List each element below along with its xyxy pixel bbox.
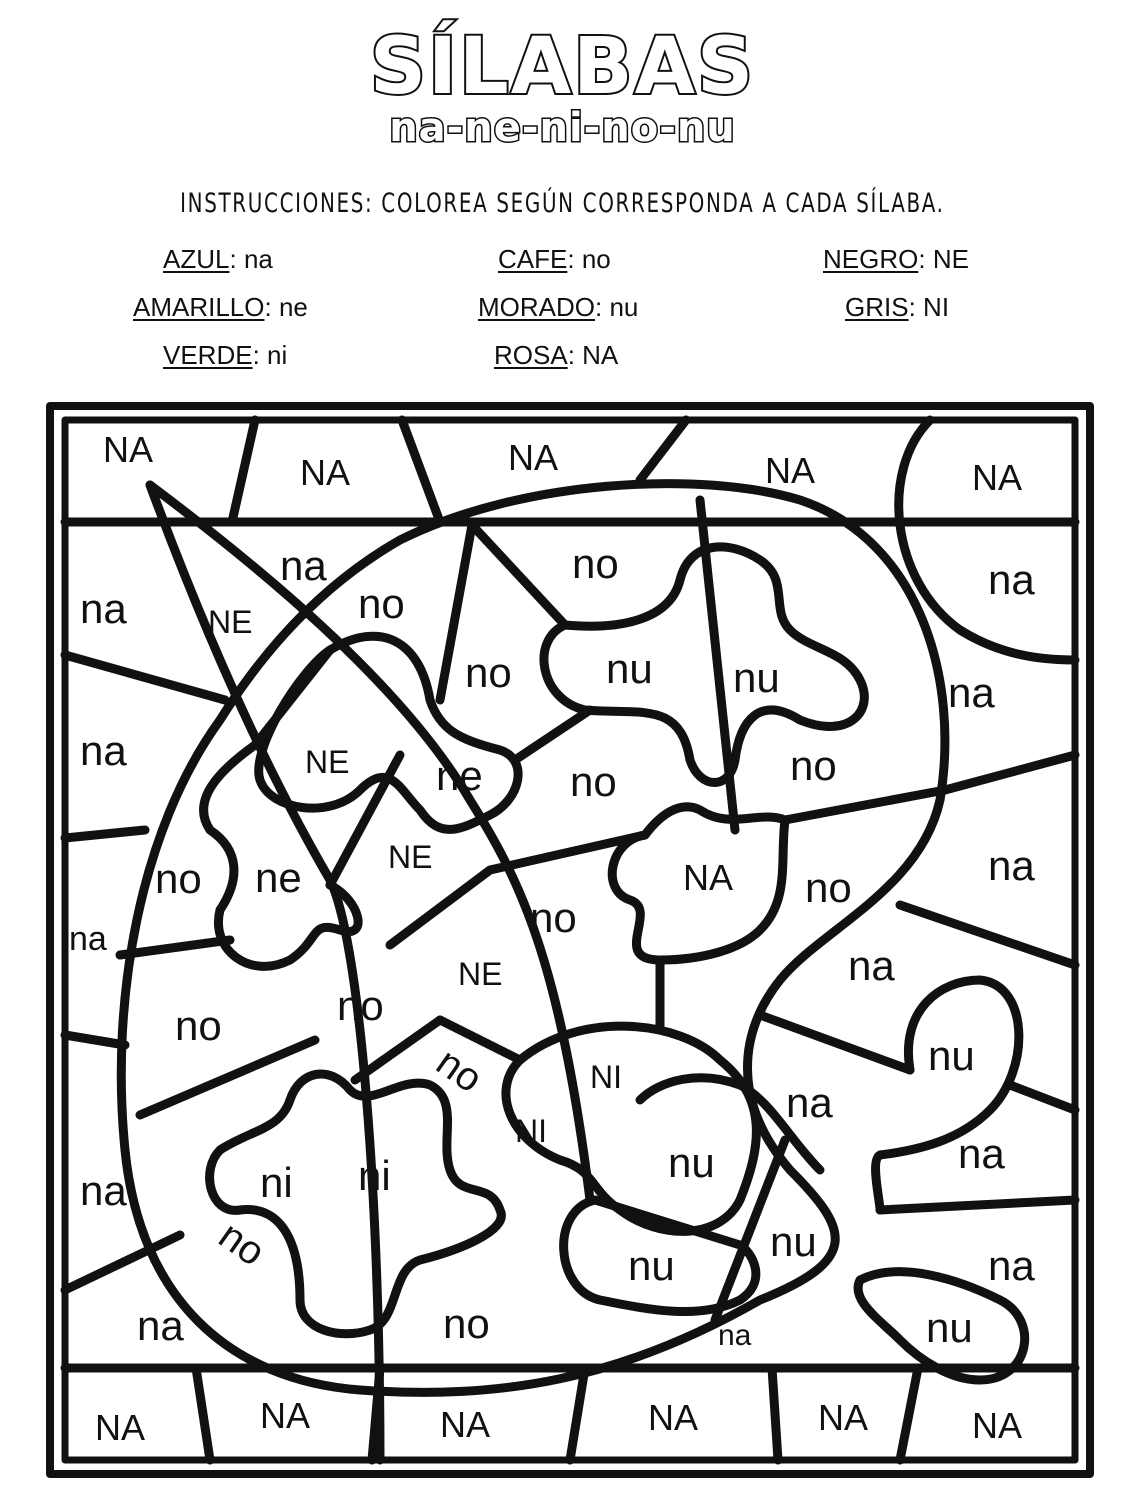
region-label: NE (458, 956, 503, 992)
region-label: no (805, 864, 852, 911)
region-label: NA (103, 429, 154, 470)
legend-color-name: ROSA (494, 340, 568, 370)
legend-separator: : (229, 244, 237, 274)
region-label: ne (436, 752, 483, 799)
region-label: ne (255, 854, 302, 901)
legend-separator: : (252, 340, 260, 370)
legend-color-name: AMARILLO (133, 292, 265, 322)
region-label: na (137, 1302, 184, 1349)
region-label: na (948, 669, 995, 716)
region-label: NE (208, 604, 253, 640)
legend-color-name: NEGRO (823, 244, 919, 274)
region-label: na (80, 727, 127, 774)
region-label: nu (628, 1242, 675, 1289)
region-label: ni (260, 1159, 293, 1206)
region-label: NA (648, 1397, 699, 1438)
legend-separator: : (567, 340, 575, 370)
region-label: nu (770, 1218, 817, 1265)
region-label: na (988, 1242, 1035, 1289)
region-label: NA (818, 1397, 869, 1438)
region-label: no (358, 580, 405, 627)
legend-syllable: na (243, 244, 273, 274)
legend-syllable: NE (932, 244, 969, 274)
region-label: NA (972, 1405, 1023, 1446)
legend-color-name: MORADO (478, 292, 595, 322)
region-label: NA (300, 452, 351, 493)
region-label: nu (928, 1032, 975, 1079)
legend-separator: : (264, 292, 272, 322)
region-label: NI (515, 1113, 547, 1149)
legend-syllable: nu (609, 292, 639, 322)
region-label: NE (388, 839, 433, 875)
region-label: no (175, 1002, 222, 1049)
region-label: no (337, 982, 384, 1029)
legend-separator: : (908, 292, 916, 322)
region-label: na (80, 1167, 127, 1214)
instructions-text: INSTRUCCIONES: COLOREA SEGÚN CORRESPONDA A CADA SÍLABA. (180, 188, 945, 219)
region-label: na (958, 1130, 1005, 1177)
worksheet-subtitle: na-ne-ni-no-nu (389, 105, 736, 151)
region-label: nu (733, 654, 780, 701)
region-label: NA (440, 1404, 491, 1445)
region-label: ni (358, 1152, 391, 1199)
region-label: no (572, 540, 619, 587)
legend-syllable: no (581, 244, 611, 274)
region-label: no (530, 894, 577, 941)
legend-syllable: NA (582, 340, 619, 370)
region-label: nu (668, 1139, 715, 1186)
region-label: na (786, 1079, 833, 1126)
region-label: NA (683, 857, 734, 898)
legend-color-name: VERDE (163, 340, 253, 370)
region-label: no (465, 649, 512, 696)
region-label: NA (95, 1407, 146, 1448)
region-label: NE (305, 744, 350, 780)
region-label: na (80, 585, 127, 632)
legend-separator: : (918, 244, 926, 274)
region-label: NA (260, 1395, 311, 1436)
legend-color-name: CAFE (498, 244, 568, 274)
legend-separator: : (595, 292, 603, 322)
region-label: nu (606, 645, 653, 692)
region-label: na (280, 542, 327, 589)
region-label: na (69, 920, 107, 958)
region-label: NA (972, 457, 1023, 498)
region-label: NA (765, 450, 816, 491)
worksheet-title: SÍLABAS (369, 22, 756, 112)
legend-syllable: NI (923, 292, 950, 322)
region-label: no (570, 758, 617, 805)
legend-syllable: ne (278, 292, 308, 322)
region-label: nu (926, 1304, 973, 1351)
legend-syllable: ni (267, 340, 288, 370)
region-label: no (443, 1300, 490, 1347)
region-label: no (210, 1213, 273, 1275)
region-label: NI (590, 1059, 622, 1095)
legend-color-name: AZUL (163, 244, 230, 274)
region-label: na (848, 942, 895, 989)
legend-separator: : (567, 244, 575, 274)
region-label: na (988, 556, 1035, 603)
region-label: no (790, 742, 837, 789)
region-label: no (428, 1039, 491, 1102)
legend-color-name: GRIS (845, 292, 909, 322)
region-label: na (718, 1319, 752, 1352)
region-label: NA (508, 437, 559, 478)
region-label: na (988, 842, 1035, 889)
region-label: no (155, 855, 202, 902)
